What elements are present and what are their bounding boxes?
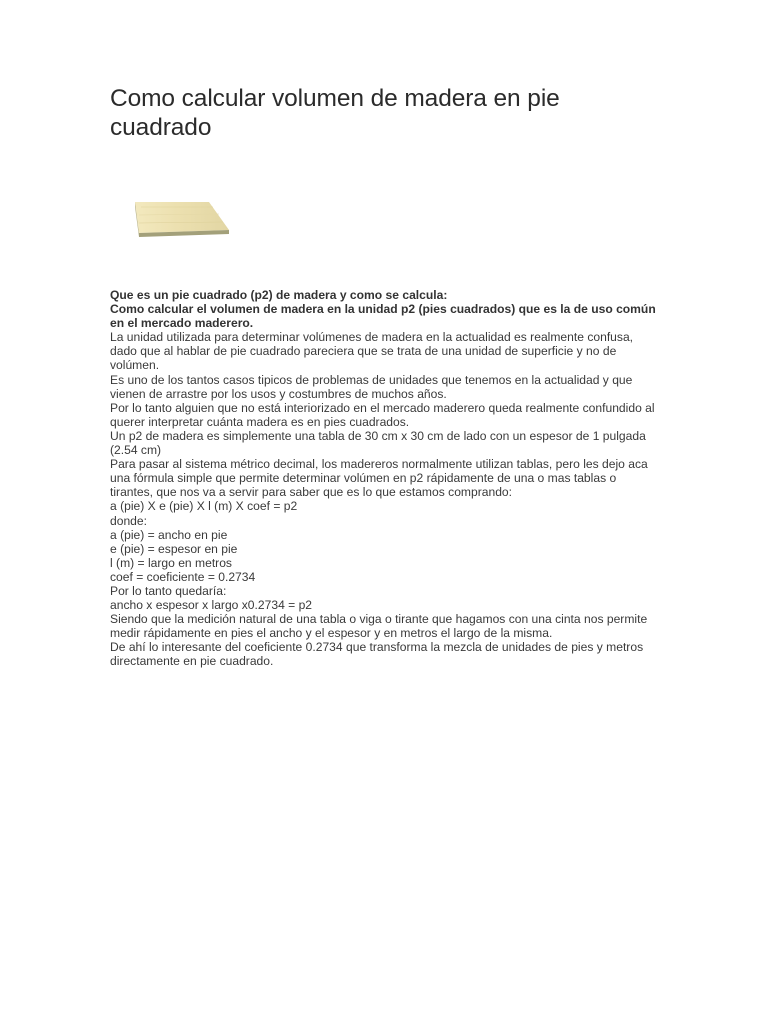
paragraph: La unidad utilizada para determinar volúmenes de madera en la actualidad es realmente confusa, dado que al hablar de pie cuadrado pareciera que se trata de una unidad de superficie y no de volúmen. — [110, 330, 634, 373]
wood-plank-icon — [133, 199, 233, 243]
formula-line: e (pie) = espesor en pie — [110, 541, 238, 556]
paragraph: Por lo tanto alguien que no está interiorizado en el mercado maderero queda realmente confundido al querer interpretar cuánta madera es en pies cuadrados. — [110, 400, 655, 429]
formula-line: Por lo tanto quedaría: — [110, 583, 227, 598]
paragraph: Un p2 de madera es simplemente una tabla de 30 cm x 30 cm de lado con un espesor de 1 pulgada (2.54 cm) — [110, 428, 646, 458]
document-page — [110, 84, 656, 669]
formula-line: ancho x espesor x largo x0.2734 = p2 — [110, 598, 313, 613]
paragraph: Es uno de los tantos casos tipicos de problemas de unidades que tenemos en la actualidad y que vienen de arrastre por los usos y costumbres de muchos años. — [110, 372, 633, 401]
wood-plank-image — [133, 199, 233, 243]
formula-line: a (pie) = ancho en pie — [110, 527, 228, 542]
paragraph: Para pasar al sistema métrico decimal, los madereros normalmente utilizan tablas, pero les dejo aca una fórmula simple que permite determinar volúmen en p2 rápidamente de una o mas tablas o tirantes, que nos va a servir para saber que es lo que estamos comprando: — [110, 457, 648, 500]
formula-line: donde: — [110, 513, 147, 528]
section-heading: Que es un pie cuadrado (p2) de madera y como se calcula: — [110, 288, 448, 302]
paragraph: Siendo que la medición natural de una tabla o viga o tirante que hagamos con una cinta nos permite medir rápidamente en pies el ancho y el espesor y en metros el largo de la misma. — [110, 612, 648, 641]
formula-line: coef = coeficiente = 0.2734 — [110, 569, 256, 584]
formula-line: l (m) = largo en metros — [110, 555, 232, 570]
paragraph: De ahí lo interesante del coeficiente 0.2734 que transforma la mezcla de unidades de pies y metros directamente en pie cuadrado. — [110, 640, 644, 669]
page-title: Como calcular volumen de madera en pie cuadrado — [110, 85, 560, 141]
article-body — [110, 288, 662, 669]
formula-line: a (pie) X e (pie) X l (m) X coef = p2 — [110, 499, 298, 514]
section-subheading: Como calcular el volumen de madera en la unidad p2 (pies cuadrados) que es la de uso común en el mercado maderero. — [110, 302, 656, 331]
